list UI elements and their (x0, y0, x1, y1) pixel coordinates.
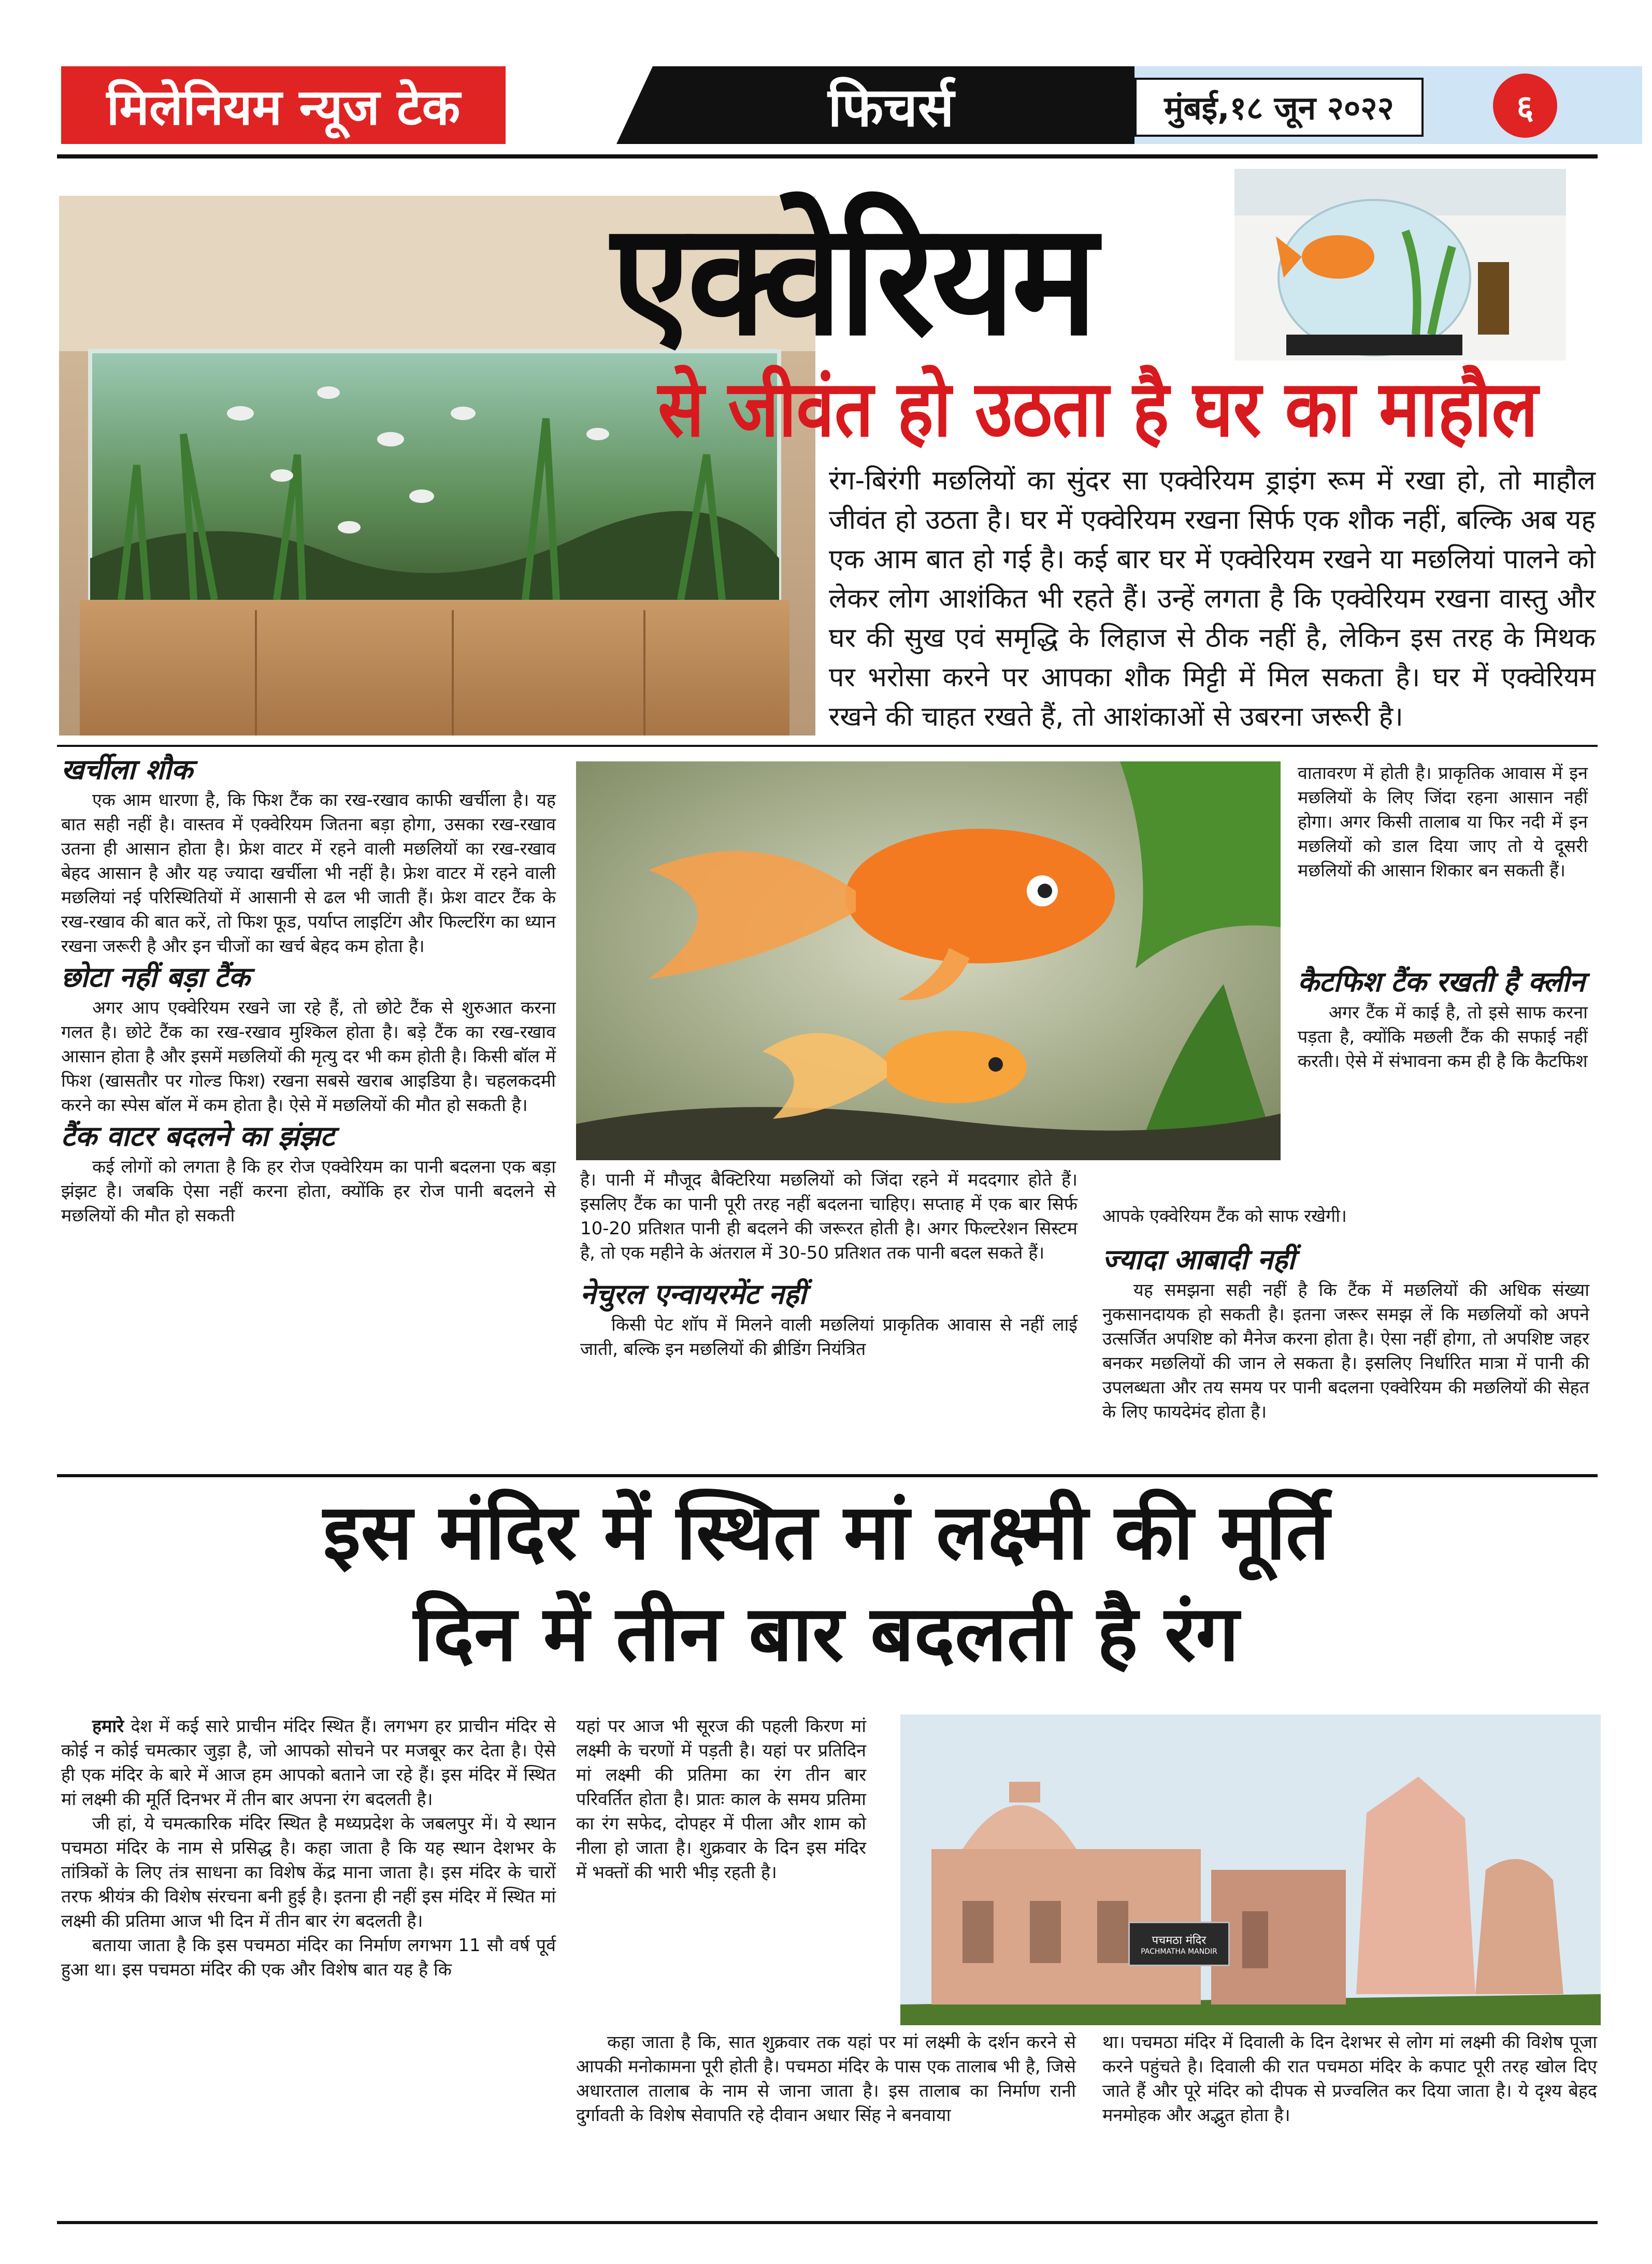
temple-body (61, 1714, 556, 1812)
temple-column-middle (576, 1714, 866, 2025)
article-divider (57, 1474, 1598, 1477)
section-heading: ज्यादा आबादी नहीं (1102, 1243, 1295, 1276)
section-body: अगर आप एक्वेरियम रखने जा रहे हैं, तो छोटे टैंक से शुरुआत करना गलत है। छोटे टैंक का रख-रखाव मुश्किल होता है। बड़े टैंक का रख-रखाव आसान होता है और इसमें मछलियों की मृत्यु दर भी कम होती है। किसी बॉल में फिश (खासतौर पर गोल्ड फिश) रखना सबसे खराब आइडिया है। चहलकदमी करने का स्पेस बॉल में कम होता है। ऐसे में मछलियों की मौत हो सकती है। (61, 998, 556, 1116)
aquarium-headline: एक्वेरियम (611, 189, 1095, 370)
signboard-english: PACHMATHA MANDIR (1141, 1948, 1217, 1956)
goldfish-photo (576, 761, 1281, 1160)
section-title: फिचर्स (828, 75, 954, 139)
section-body: एक आम धारणा है, कि फिश टैंक का रख-रखाव काफी खर्चीला है। यह बात सही नहीं है। वास्तव में एक्वेरियम जितना बड़ा होगा, उसका रख-रखाव उतना ही आसान होता है। फ्रेश वाटर में रहने वाली मछलियों का रख-रखाव बेहद आसान है और यह ज्यादा खर्चीला भी नहीं है। फ्रेश वाटर में रहने वाली मछलियां नई परिस्थितियों में आसानी से ढल भी जाती हैं। फ्रेश वाटर टैंक के रख-रखाव की बात करें, तो फिश फूड, पर्याप्त लाइटिंग और फिल्टरिंग का ध्यान रखना जरूरी है और इन चीजों का खर्च बेहद कम होता है। (61, 790, 556, 957)
signboard-hindi: पचमठा मंदिर (1152, 1934, 1206, 1947)
aquarium-subheadline: से जीवंत हो उठता है घर का माहौल (658, 364, 1538, 454)
aquarium-column-left (61, 751, 556, 1471)
middle-body: है। पानी में मौजूद बैक्टिरिया मछलियों को जिंदा रहने में मददगार होते हैं। इसलिए टैंक का पानी पूरी तरह नहीं बदलना चाहिए। सप्ताह में एक बार सिर्फ 10-20 प्रतिशत पानी ही बदलने की जरूरत होती है। अगर फिल्टरेशन सिस्टम है, तो एक महीने के अंतराल में 30-50 प्रतिशत तक पानी बदल सकते हैं। (580, 1170, 1078, 1263)
temple-signboard (1128, 1922, 1230, 1966)
temple-column-middle-lower (576, 2030, 1076, 2217)
temple-headline (57, 1481, 1596, 1699)
temple-body-text: देश में कई सारे प्राचीन मंदिर स्थित हैं। लगभग हर प्राचीन मंदिर से कोई न कोई चमत्कार जुड़ा है, जो आपको सोचने पर मजबूर कर देता है। ऐसे ही एक मंदिर के बारे में आज हम आपको बताने जा रहे हैं। इस मंदिर में स्थित मां लक्ष्मी की मूर्ति दिनभर में तीन बार अपना रंग बदलती है। (61, 1716, 556, 1810)
temple-body: था। पचमठा मंदिर में दिवाली के दिन देशभर से लोग मां लक्ष्मी की विशेष पूजा करने पहुंचते है। दिवाली की रात पचमठा मंदिर के कपाट पूरी तरह खोल दिए जाते हैं और पूरे मंदिर को दीपक से प्रज्वलित कर दिया जाता है। ये दृश्य बेहद मनमोहक और अद्भुत होता है। (1102, 2032, 1597, 2126)
aquarium-intro: रंग-बिरंगी मछलियों का सुंदर सा एक्वेरियम ड्राइंग रूम में रखा हो, तो माहौल जीवंत हो उठता है। घर में एक्वेरियम रखना सिर्फ एक शौक नहीं, बल्कि अब यह एक आम बात हो गई है। कई बार घर में एक्वेरियम रखने या मछलियां पालने को लेकर लोग आशंकित भी रहते हैं। उन्हें लगता है कि एक्वेरियम रखना वास्तु और घर की सुख एवं समृद्धि के लिहाज से ठीक नहीं है, लेकिन इस तरह के मिथक पर भरोसा करने पर आपका शौक मिट्टी में मिल सकता है। घर में एक्वेरियम रखने की चाहत रखते हैं, तो आशंकाओं से उबरना जरूरी है। (829, 465, 1596, 732)
section-heading: नेचुरल एन्वायरमेंट नहीं (580, 1278, 807, 1310)
page-number-badge: ६ (1493, 74, 1557, 138)
article-divider (57, 745, 1598, 747)
section-heading: छोटा नहीं बड़ा टैंक (61, 961, 250, 993)
footer-rule (57, 2221, 1598, 2224)
section-heading: कैटफिश टैंक रखती है क्लीन (1298, 965, 1585, 998)
right-body: वातावरण में होती है। प्राकृतिक आवास में इन मछलियों के लिए जिंदा रहना आसान नहीं होगा। अगर किसी तालाब या फिर नदी में इन मछलियों को डाल दिया जाए तो ये दूसरी मछलियों की आसान शिकार बन सकती हैं। (1298, 763, 1588, 881)
section-body: यह समझना सही नहीं है कि टैंक में मछलियों की अधिक संख्या नुकसानदायक हो सकती है। इतना जरूर समझ लें कि मछलियों को अपने उत्सर्जित अपशिष्ट को मैनेज करना होता है। ऐसा नहीं होगा, तो अपशिष्ट जहर बनकर मछलियों की जान ले सकता है। इसलिए निर्धारित मात्रा में पानी की उपलब्धता और तय समय पर पानी बदलना एक्वेरियम की मछलियों की सेहत के लिए फायदेमंद होता है। (1102, 1280, 1589, 1422)
temple-body: यहां पर आज भी सूरज की पहली किरण मां लक्ष्मी के चरणों में पड़ती है। यहां पर प्रतिदिन मां लक्ष्मी की प्रतिमा का रंग तीन बार परिवर्तित होता है। प्रातः काल के समय प्रतिमा का रंग सफेद, दोपहर में पीला और शाम को नीला हो जाता है। शुक्रवार के दिन इस मंदिर में भक्तों की भारी भीड़ रहती है। (576, 1716, 866, 1883)
temple-body: जी हां, ये चमत्कारिक मंदिर स्थित है मध्यप्रदेश के जबलपुर में। ये स्थान पचमठा मंदिर के नाम से प्रसिद्ध है। कहा जाता है कि यह स्थान देशभर के तांत्रिकों के लिए तंत्र साधना का विशेष केंद्र माना जाता है। इस मंदिर के चारों तरफ श्रीयंत्र की विशेष संरचना बनी हुई है। इतना ही नहीं इस मंदिर में स्थित मां लक्ष्मी की प्रतिमा आज भी दिन में तीन बार रंग बदलती है। (61, 1813, 556, 1931)
temple-headline-line1: इस मंदिर में स्थित मां लक्ष्मी की मूर्ति (323, 1488, 1330, 1577)
section-body: अगर टैंक में काई है, तो इसे साफ करना पड़ता है, क्योंकि मछली टैंक की सफाई नहीं करती। ऐसे में संभावना कम ही है कि कैटफिश (1298, 1002, 1588, 1072)
aquarium-column-catfish (1298, 963, 1588, 1181)
section-body: किसी पेट शॉप में मिलने वाली मछलियां प्राकृतिक आवास से नहीं लाई जाती, बल्कि इन मछलियों की ब्रीडिंग नियंत्रित (580, 1315, 1078, 1360)
aquarium-column-population (1102, 1204, 1589, 1474)
brand-logo: मिलेनियम न्यूज टेक (61, 66, 506, 144)
catfish-tail: आपके एक्वेरियम टैंक को साफ रखेगी। (1102, 1206, 1347, 1227)
section-heading: टैंक वाटर बदलने का झंझट (61, 1120, 335, 1152)
temple-column-right (1102, 2030, 1597, 2217)
aquarium-column-right-top (1298, 761, 1588, 958)
aquarium-column-middle (580, 1168, 1078, 1468)
temple-body: बताया जाता है कि इस पचमठा मंदिर का निर्माण लगभग 11 सौ वर्ष पूर्व हुआ था। इस पचमठा मंदिर की एक और विशेष बात यह है कि (61, 1935, 556, 1980)
goldfish-bowl-photo (1234, 169, 1566, 360)
lead-word: हमारे (92, 1716, 124, 1737)
temple-body: कहा जाता है कि, सात शुक्रवार तक यहां पर मां लक्ष्मी के दर्शन करने से आपकी मनोकामना पूरी होती है। पचमठा मंदिर के पास एक तालाब भी है, जिसे अधारताल तालाब के नाम से जाना जाता है। इस तालाब का निर्माण रानी दुर्गावती के विशेष सेवापति रहे दीवान अधार सिंह ने बनवाया (576, 2032, 1076, 2126)
section-heading: खर्चीला शौक (61, 753, 193, 786)
temple-photo (900, 1714, 1601, 2025)
temple-column-left (61, 1714, 556, 2212)
section-body: कई लोगों को लगता है कि हर रोज एक्वेरियम का पानी बदलना एक बड़ा झंझट है। जबकि ऐसा नहीं करना होता, क्योंकि हर रोज पानी बदलने से मछलियों की मौत हो सकती (61, 1157, 556, 1226)
header-rule (57, 154, 1598, 158)
dateline: मुंबई,१८ जून २०२२ (1134, 78, 1424, 137)
temple-headline-line2: दिन में तीन बार बदलती है रंग (413, 1589, 1239, 1678)
